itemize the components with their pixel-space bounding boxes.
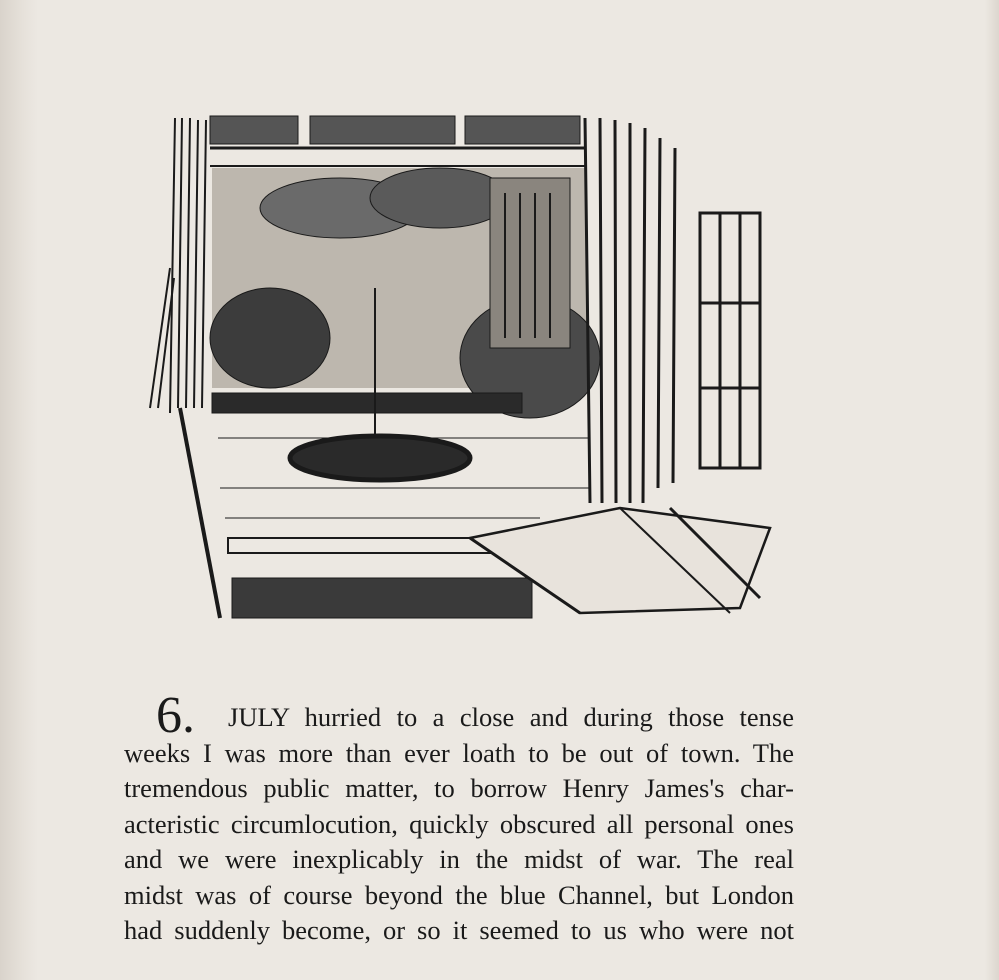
text-line: weeks I was more than ever loath to be out of town. The xyxy=(124,737,794,768)
text-line: midst was of course beyond the blue Channel, but London xyxy=(124,879,794,910)
window-garden-fountain-illustration xyxy=(140,108,775,623)
page-gutter xyxy=(0,0,38,980)
section-number: 6. xyxy=(156,687,195,744)
top-pane xyxy=(210,116,298,144)
section-body xyxy=(124,687,794,949)
text-line: acteristic circumlocution, quickly obscured all personal ones xyxy=(124,808,794,839)
page-edge xyxy=(985,0,999,980)
top-pane xyxy=(465,116,580,144)
text-line: tremendous public matter, to borrow Henry James's char- xyxy=(124,773,794,803)
text-line: had suddenly become, or so it seemed to us who were not xyxy=(124,915,794,945)
top-pane xyxy=(310,116,455,144)
text-line: JULY hurried to a close and during those tense xyxy=(228,702,794,732)
text-line: and we were inexplicably in the midst of war. The real xyxy=(124,844,794,874)
